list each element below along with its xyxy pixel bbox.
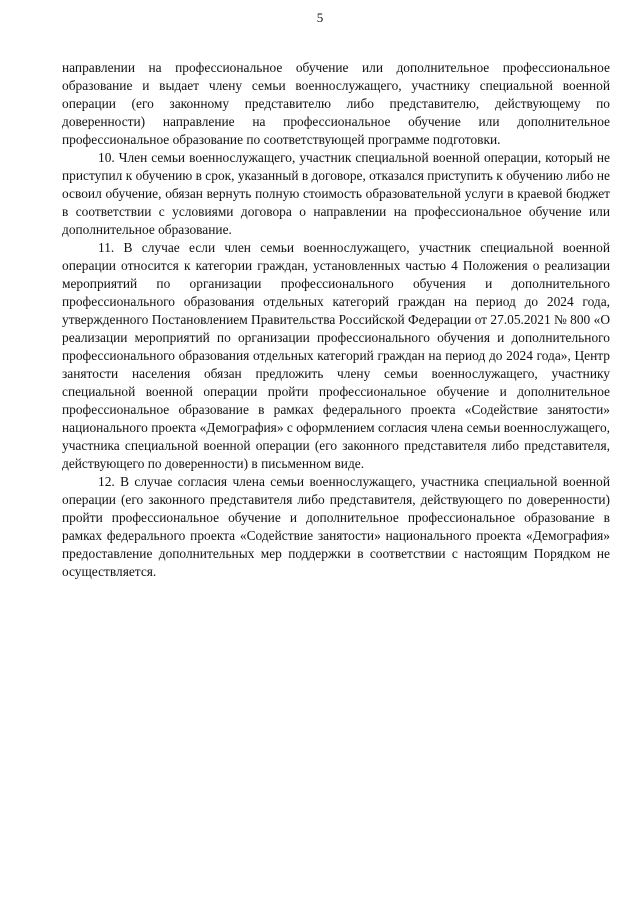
paragraph-continuation: направлении на профессиональное обучение или дополнительное профессиональное образование и выдает члену семьи военнослужащего, участнику специальной военной операции (его законному представителю либо представителю, действующему по доверенности) направление на профессиональное обучение или дополнительное профессиональное образование по соответствующей программе подготовки. — [62, 60, 610, 147]
paragraph-item-10: 10. Член семьи военнослужащего, участник специальной военной операции, который не приступил к обучению в срок, указанный в договоре, отказался приступить к обучению либо не освоил обучение, обязан вернуть полную стоимость образовательной услуги в краевой бюджет в соответствии с условиями договора о направлении на профессиональное обучение или дополнительное образование. — [62, 150, 610, 237]
paragraph-item-11: 11. В случае если член семьи военнослужащего, участник специальной военной операции относится к категории граждан, установленных частью 4 Положения о реализации мероприятий по организации профессионального обучения и дополнительного профессионального образования отдельных категорий граждан на период до 2024 года, утвержденного Постановлением Правительства Российской Федерации от 27.05.2021 № 800 «О реализации мероприятий по организации профессионального обучения и дополнительного профессионального образования отдельных категорий граждан на период до 2024 года», Центр занятости населения обязан предложить члену семьи военнослужащего, участнику специальной военной операции пройти профессиональное обучение и дополнительное профессиональное образование в рамках федерального проекта «Содействие занятости» национального проекта «Демография» с оформлением согласия члена семьи военнослужащего, участника специальной военной операции (его законного представителя либо представителя, действующего по доверенности) в письменном виде. — [62, 240, 610, 471]
document-body — [62, 59, 610, 581]
paragraph-item-12: 12. В случае согласия члена семьи военнослужащего, участника специальной военной операции (его законного представителя либо представителя, действующего по доверенности) пройти профессиональное обучение и дополнительное профессиональное образование в рамках федерального проекта «Содействие занятости» национального проекта «Демография» предоставление дополнительных мер поддержки в соответствии с настоящим Порядком не осуществляется. — [62, 474, 610, 579]
page-number: 5 — [316, 10, 324, 25]
